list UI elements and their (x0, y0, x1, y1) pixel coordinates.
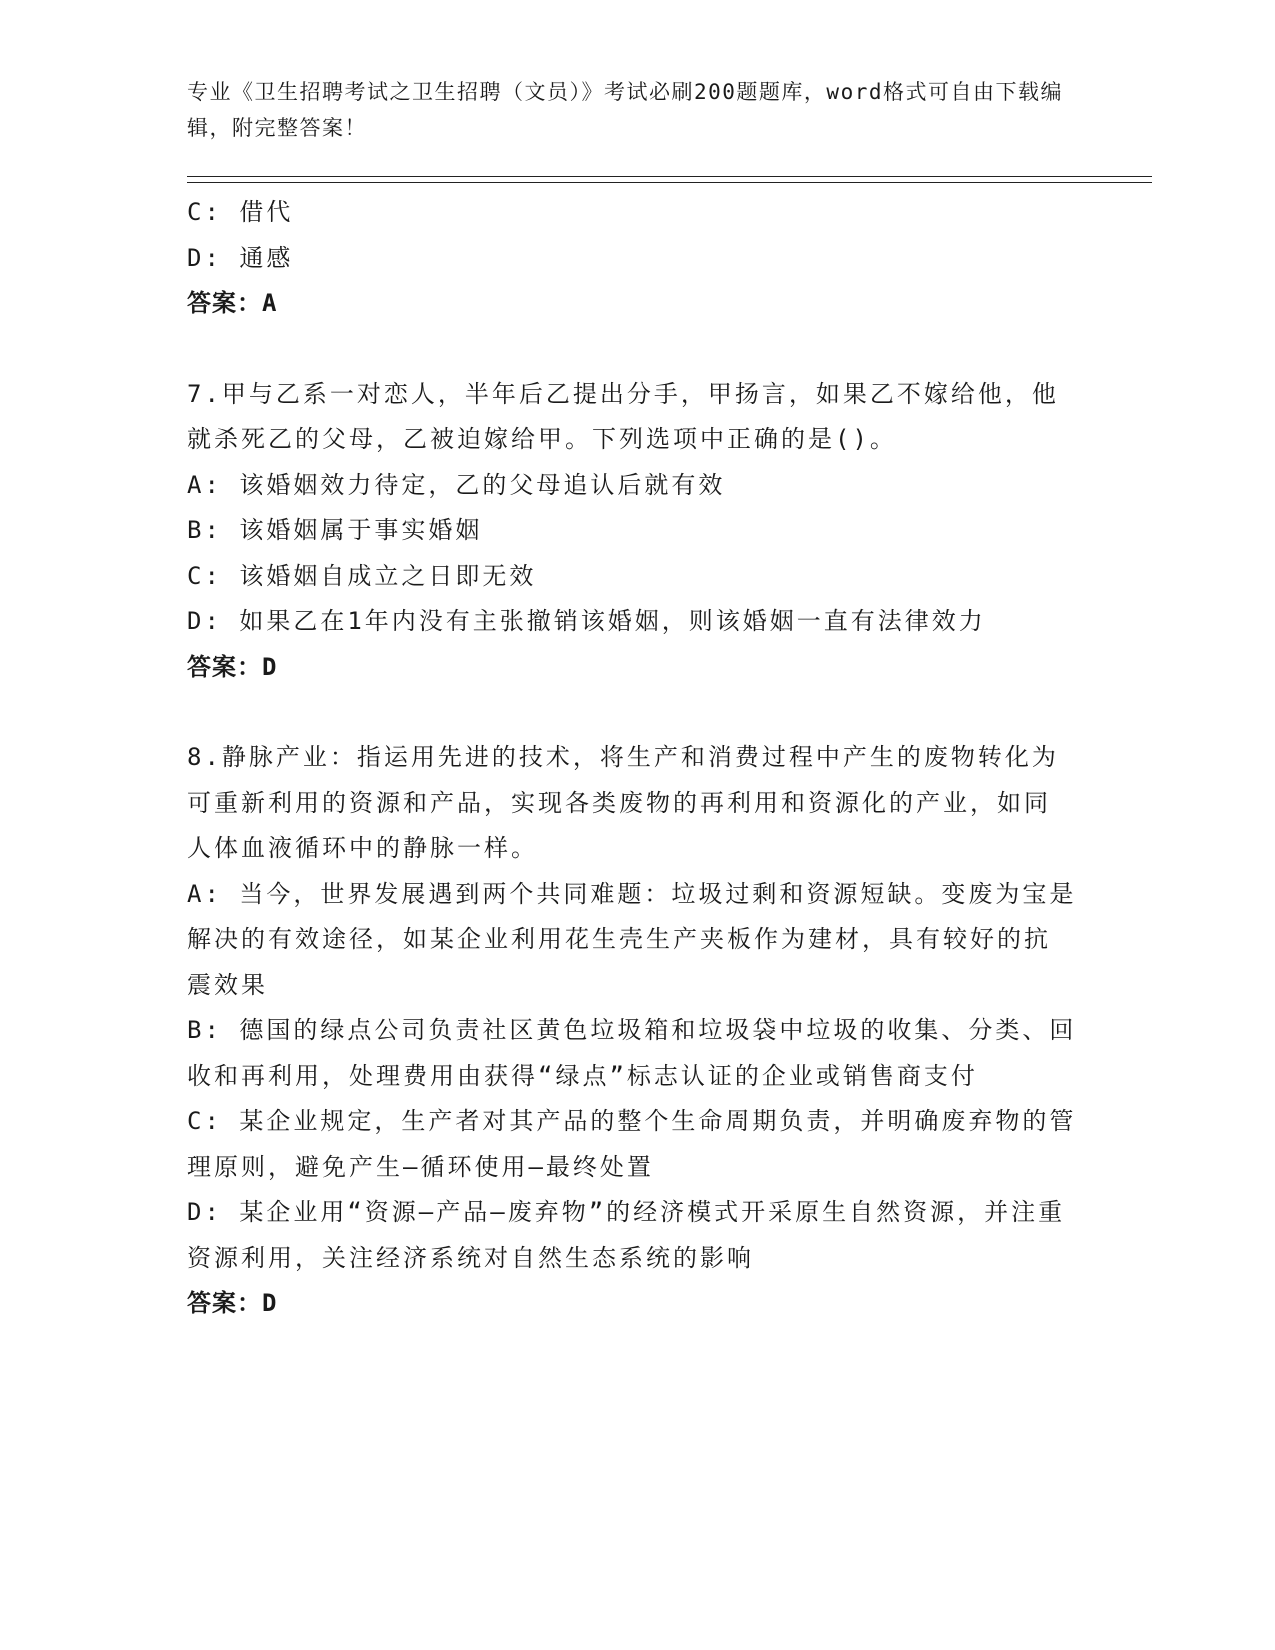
document-body (187, 190, 1077, 1327)
question-text: 7.甲与乙系一对恋人，半年后乙提出分手，甲扬言，如果乙不嫁给他，他就杀死乙的父母，乙被迫嫁给甲。下列选项中正确的是()。 (187, 379, 1059, 453)
header-rule-top (187, 176, 1152, 177)
header-rule-bottom (187, 182, 1152, 183)
answer-line: 答案：A (187, 289, 278, 317)
option-line: C: 该婚姻自成立之日即无效 (187, 561, 537, 590)
answer-line: 答案：D (187, 652, 278, 681)
option-line: A: 当今，世界发展遇到两个共同难题：垃圾过剩和资源短缺。变废为宝是解决的有效途径，如某企业利用花生壳生产夹板作为建材，具有较好的抗震效果 (187, 879, 1077, 999)
option-line: A: 该婚姻效力待定，乙的父母追认后就有效 (187, 470, 726, 499)
document-header: 专业《卫生招聘考试之卫生招聘（文员）》考试必刷200题题库，word格式可自由下载编辑，附完整答案！ (187, 80, 1063, 140)
option-line: B: 德国的绿点公司负责社区黄色垃圾箱和垃圾袋中垃圾的收集、分类、回收和再利用，处理费用由获得“绿点”标志认证的企业或销售商支付 (187, 1016, 1077, 1090)
option-line: C: 借代 (187, 198, 294, 226)
option-line: D: 通感 (187, 243, 294, 272)
option-line: C: 某企业规定，生产者对其产品的整个生命周期负责，并明确废弃物的管理原则，避免产生—循环使用—最终处置 (187, 1107, 1077, 1181)
question-text: 8.静脉产业：指运用先进的技术，将生产和消费过程中产生的废物转化为可重新利用的资源和产品，实现各类废物的再利用和资源化的产业，如同人体血液循环中的静脉一样。 (187, 743, 1059, 862)
spacer (187, 327, 1077, 372)
answer-line: 答案：D (187, 1289, 278, 1317)
option-line: D: 某企业用“资源—产品—废弃物”的经济模式开采原生自然资源，并注重资源利用，关注经济系统对自然生态系统的影响 (187, 1198, 1066, 1272)
option-line: D: 如果乙在1年内没有主张撤销该婚姻，则该婚姻一直有法律效力 (187, 607, 986, 635)
option-line: B: 该婚姻属于事实婚姻 (187, 516, 483, 544)
spacer (187, 690, 1077, 735)
